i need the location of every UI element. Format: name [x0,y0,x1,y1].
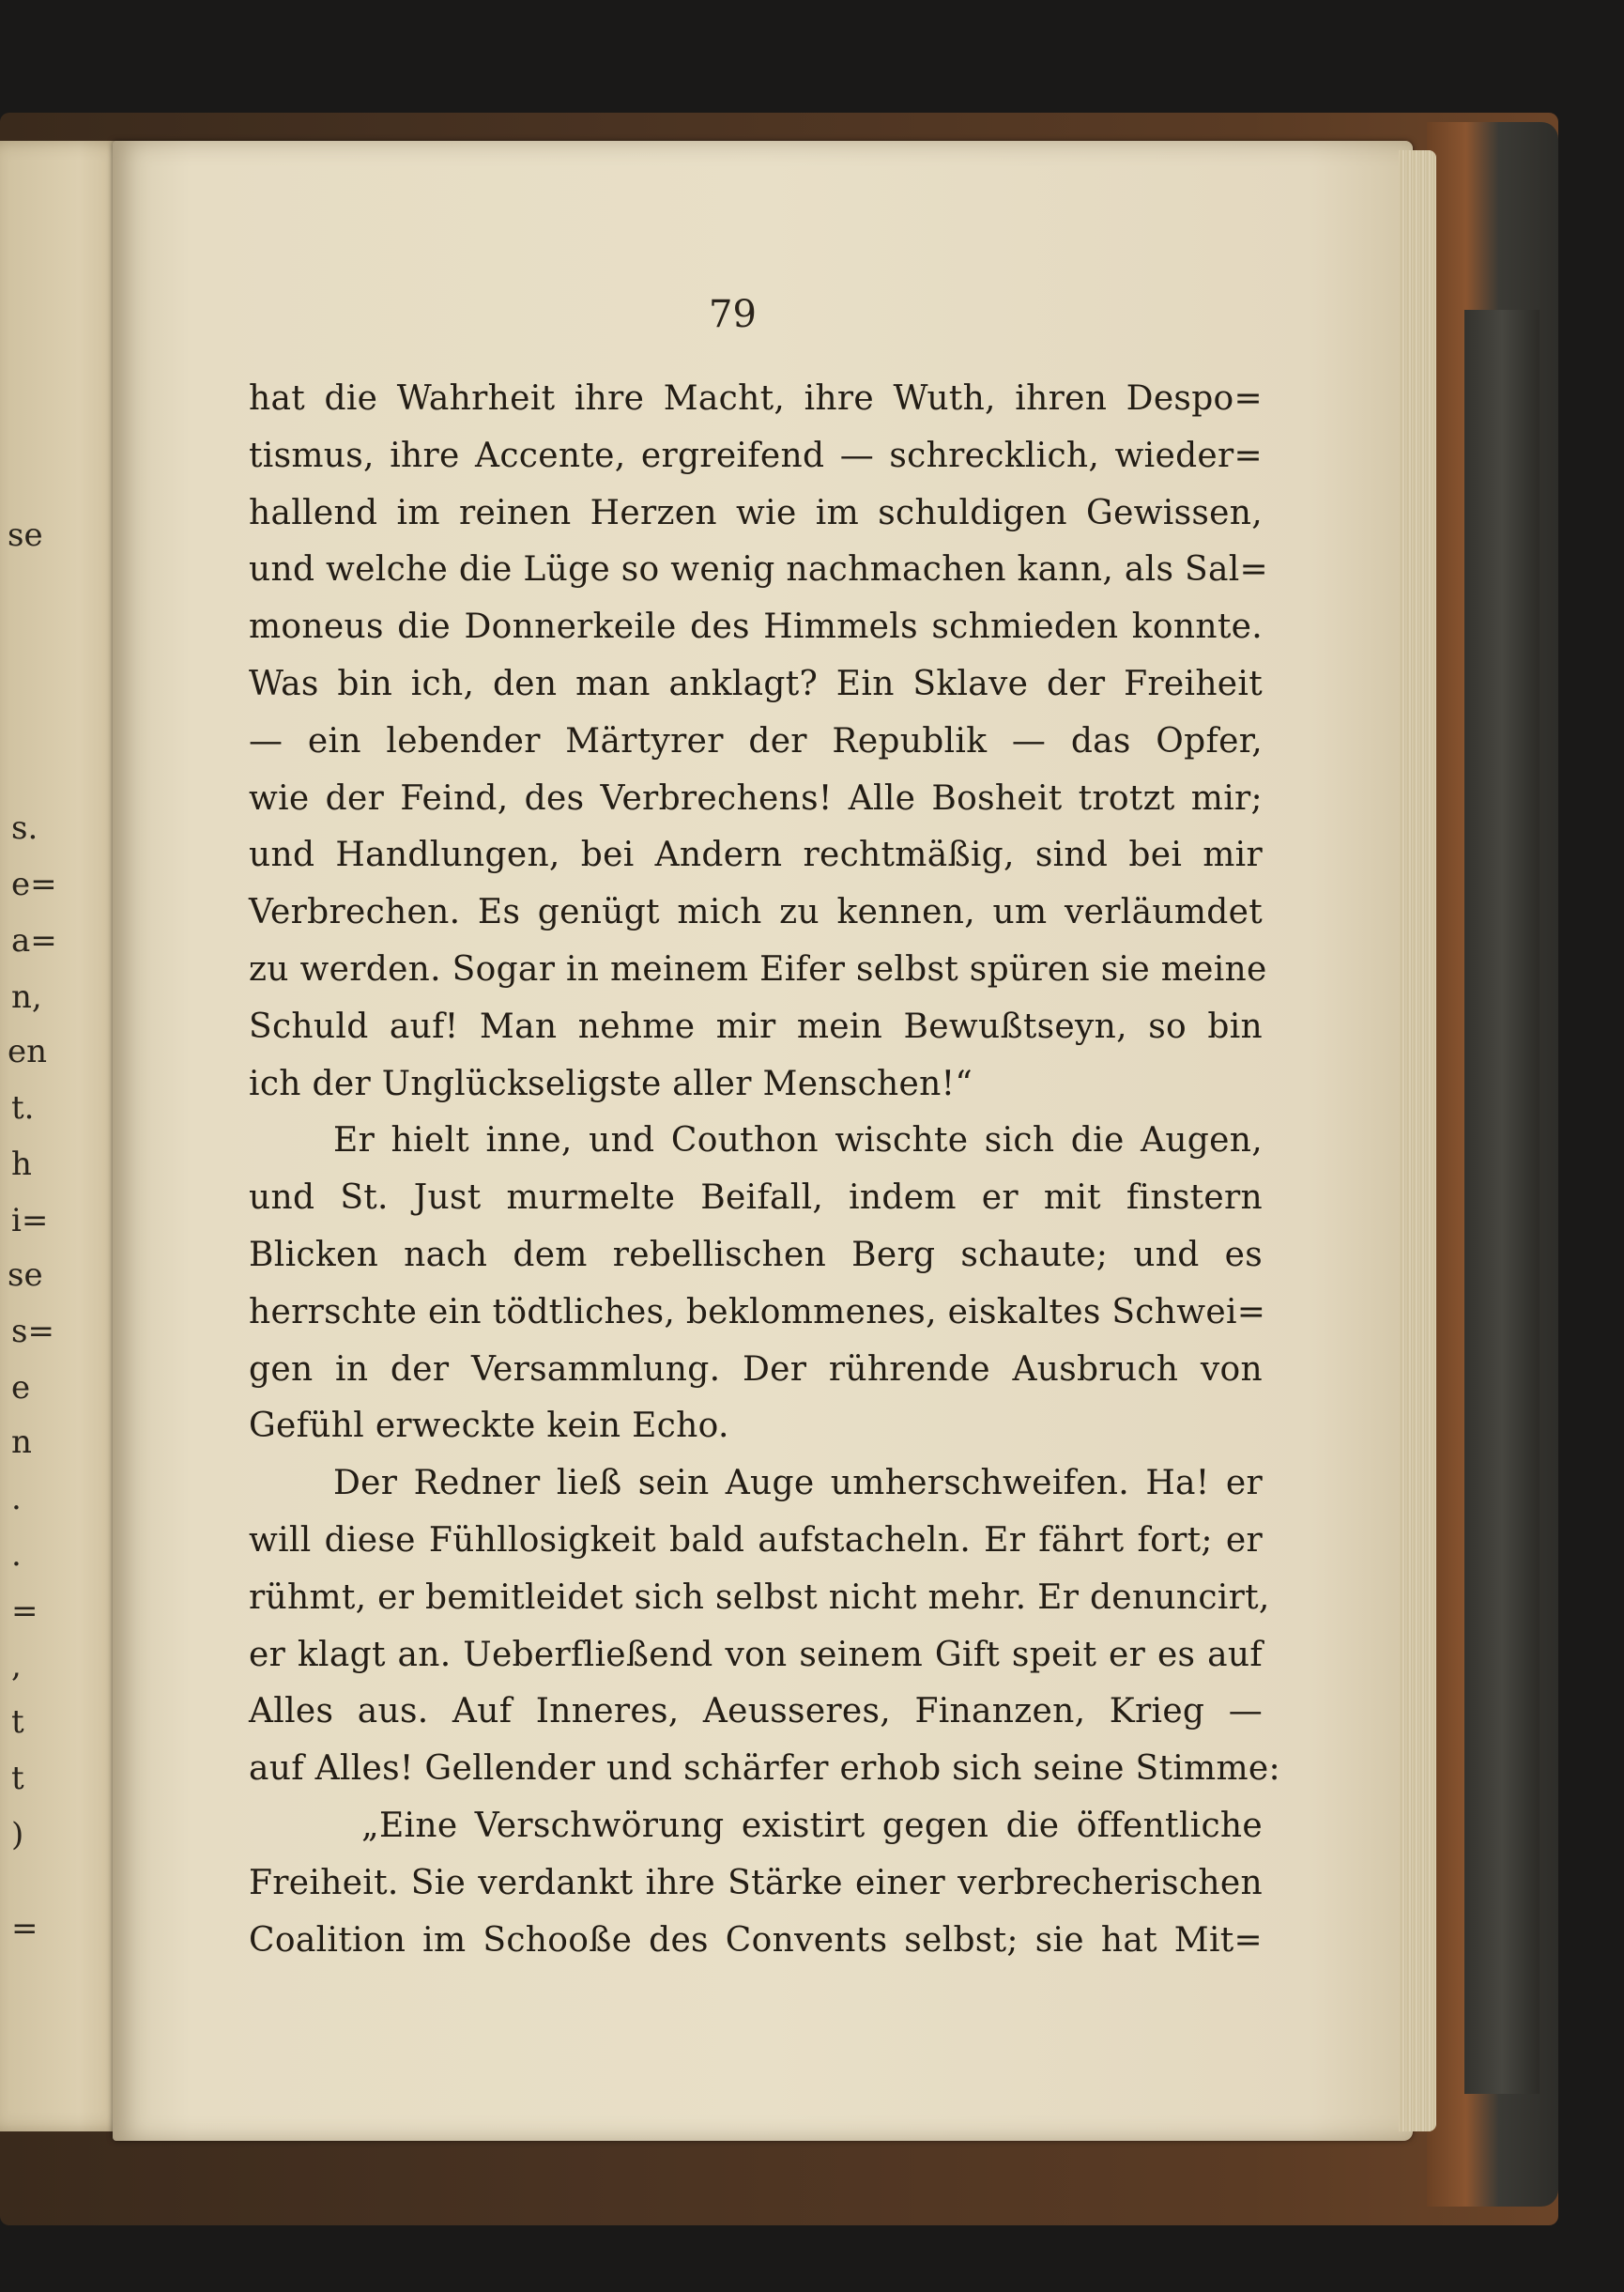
page-text [249,371,1280,1969]
text-line: hat die Wahrheit ihre Macht, ihre Wuth, ihren Despo= [249,379,1263,418]
text-line: Schuld auf! Man nehme mir mein Bewußtseyn, so bin [249,1007,1263,1046]
page-edges [1399,150,1436,2131]
text-line: hallend im reinen Herzen wie im schuldigen Gewissen, [249,493,1263,532]
page-number: 79 [709,293,757,336]
text-line: zu werden. Sogar in meinem Eifer selbst spüren sie meine [249,949,1267,989]
paragraph-start-line: Er hielt inne, und Couthon wischte sich die Augen, [333,1121,1263,1161]
left-margin-fragment: a= [11,922,57,960]
left-margin-fragment: s= [11,1313,54,1350]
left-margin-fragment: se [8,1256,43,1294]
left-margin-fragment: = [11,1910,38,1947]
left-margin-fragment: . [11,1480,22,1517]
left-margin-fragment: n [11,1423,32,1461]
text-line: ich der Unglückseligste aller Menschen!“ [249,1064,973,1103]
text-line: Was bin ich, den man anklagt? Ein Sklave der Freiheit [249,664,1263,703]
text-line: Alles aus. Auf Inneres, Aeusseres, Finanzen, Krieg — [249,1692,1263,1731]
paragraph-start-line: „Eine Verschwörung existirt gegen die öffentliche [361,1806,1263,1845]
left-margin-fragment: n, [11,978,42,1016]
left-page [0,141,131,2131]
text-line: er klagt an. Ueberfließend von seinem Gift speit er es auf [249,1635,1263,1674]
text-line: und welche die Lüge so wenig nachmachen kann, als Sal= [249,550,1268,590]
paragraph-start-line: Der Redner ließ sein Auge umherschweifen. Ha! er [333,1464,1263,1503]
left-margin-fragment: ) [11,1816,24,1854]
left-margin-fragment: t [11,1760,24,1797]
left-margin-fragment: i= [11,1202,49,1239]
text-line: und St. Just murmelte Beifall, indem er mit finstern [249,1178,1263,1218]
text-line: und Handlungen, bei Andern rechtmäßig, sind bei mir [249,836,1263,875]
text-line: Verbrechen. Es genügt mich zu kennen, um verläumdet [249,893,1263,932]
text-line: will diese Fühllosigkeit bald aufstacheln. Er fährt fort; er [249,1520,1263,1560]
left-margin-fragment: t [11,1703,24,1741]
text-line: Freiheit. Sie verdankt ihre Stärke einer verbrecherischen [249,1863,1263,1902]
text-line: Gefühl erweckte kein Echo. [249,1407,729,1446]
left-margin-fragment: h [11,1146,32,1183]
left-margin-fragment: s. [11,809,38,847]
text-line: Blicken nach dem rebellischen Berg schaute; und es [249,1235,1263,1274]
left-margin-fragment: en [8,1033,48,1070]
text-line: auf Alles! Gellender und schärfer erhob sich seine Stimme: [249,1749,1280,1789]
text-line: — ein lebender Märtyrer der Republik — das Opfer, [249,721,1263,761]
text-line: wie der Feind, des Verbrechens! Alle Bosheit trotzt mir; [249,778,1263,818]
text-line: rühmt, er bemitleidet sich selbst nicht mehr. Er denuncirt, [249,1577,1270,1617]
text-line: moneus die Donnerkeile des Himmels schmieden konnte. [249,608,1263,647]
left-margin-fragment: . [11,1536,22,1574]
left-margin-fragment: e [11,1369,31,1407]
text-line: gen in der Versammlung. Der rührende Ausbruch von [249,1349,1263,1389]
left-margin-fragment: t. [11,1089,35,1127]
text-line: tismus, ihre Accente, ergreifend — schrecklich, wieder= [249,436,1263,475]
left-margin-fragment: = [11,1592,38,1630]
text-line: herrschte ein tödtliches, beklommenes, eiskaltes Schwei= [249,1292,1266,1331]
text-line: Coalition im Schooße des Convents selbst; sie hat Mit= [249,1920,1263,1960]
left-margin-fragment: se [8,516,43,554]
left-margin-fragment: , [11,1647,22,1684]
left-margin-fragment: e= [11,866,57,903]
book-spine-strip [1464,310,1540,2094]
